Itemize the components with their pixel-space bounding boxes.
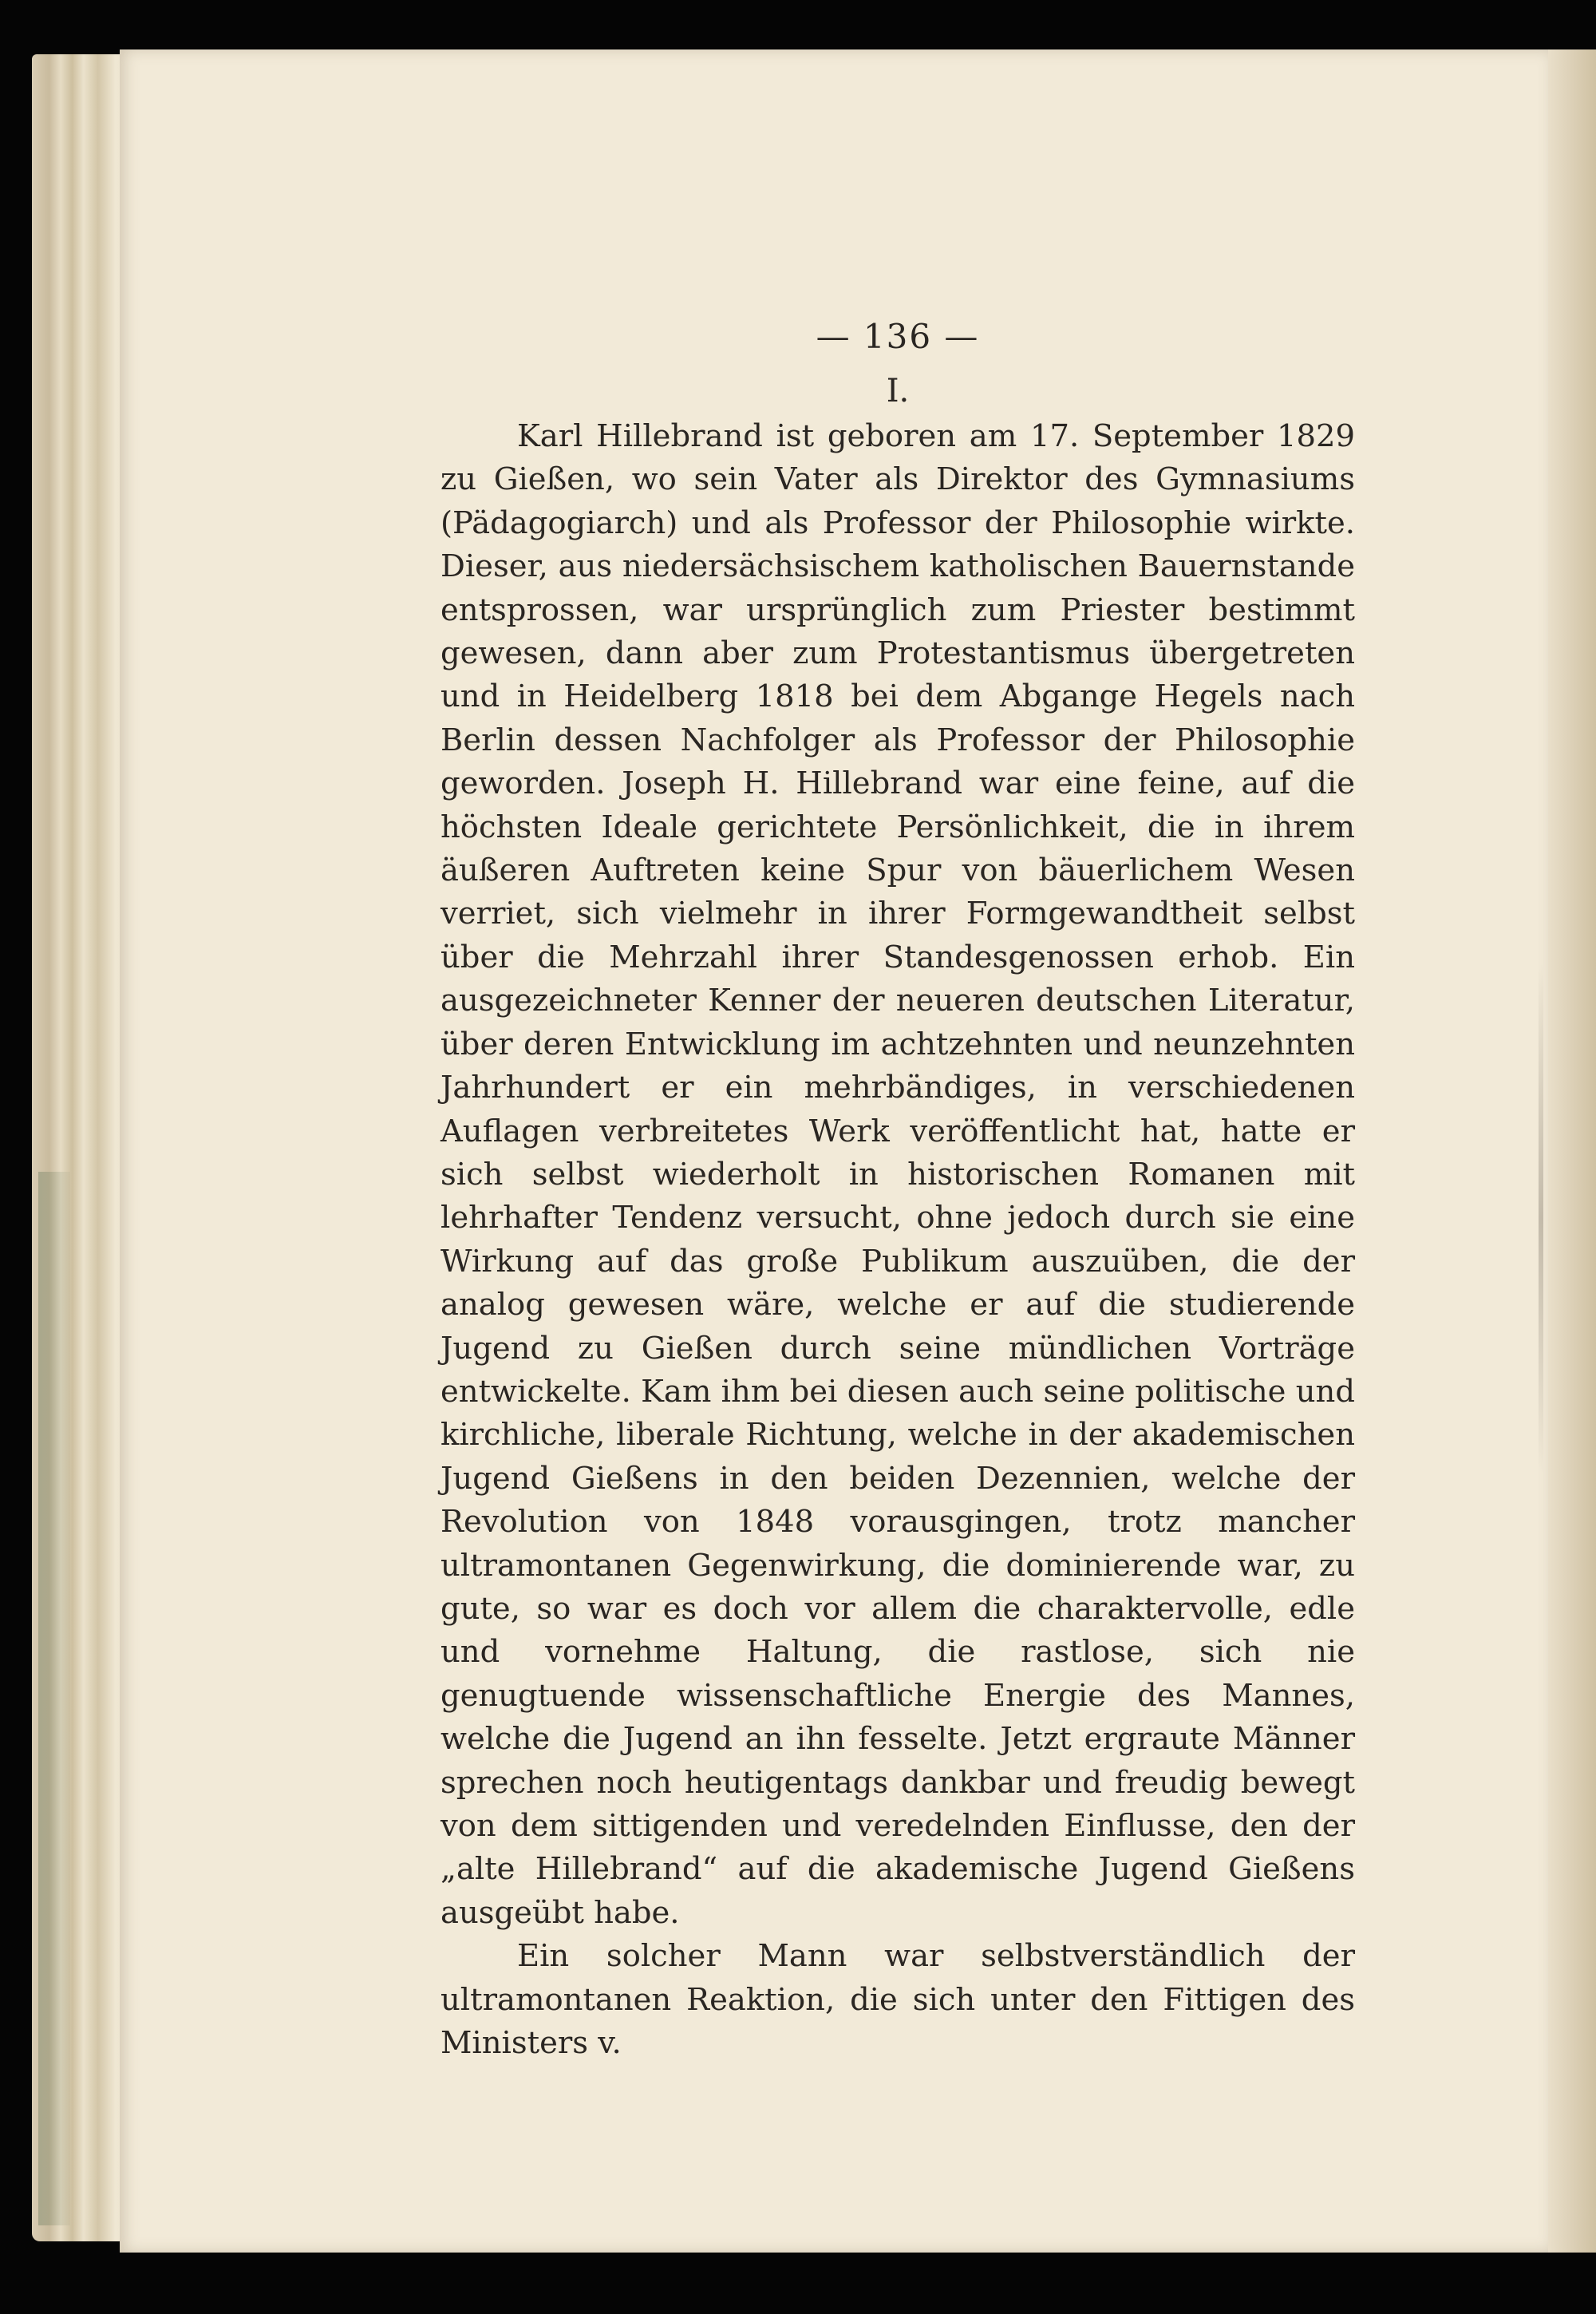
page-gutter xyxy=(1548,49,1596,2253)
margin-mark xyxy=(1539,963,1543,1473)
paragraph-2: Ein solcher Mann war selbstverständlich der ultramontanen Reaktion, die sich unter den Fittigen des Ministers v. xyxy=(440,1938,1355,2062)
paragraph-1: Karl Hillebrand ist geboren am 17. September 1829 zu Gießen, wo sein Vater als Direktor des Gymnasiums (Pädagogiarch) und als Professor der Philosophie wirkte. Dieser, aus niedersächsischem katholischen Bauernstande entsprossen, war ursprünglich zum Priester bestimmt gewesen, dann aber zum Protestantismus übergetreten und in Heidelberg 1818 bei dem Abgange Hegels nach Berlin dessen Nachfolger als Professor der Philosophie geworden. Joseph H. Hillebrand war eine feine, auf die höchsten Ideale gerichtete Persönlichkeit, die in ihrem äußeren Auftreten keine Spur von bäuerlichem Wesen verriet, sich vielmehr in ihrer Formgewandtheit selbst über die Mehrzahl ihrer Standesgenossen erhob. Ein ausgezeichneter Kenner der neueren deutschen Literatur, über deren Entwicklung im achtzehnten und neunzehnten Jahrhundert er ein mehrbändiges, in verschiedenen Auflagen verbreitetes Werk veröffentlicht hat, hatte er sich selbst wiederholt in historischen Romanen mit lehrhafter Tendenz versucht, ohne jedoch durch sie eine Wirkung auf das große Publikum auszuüben, die der analog gewesen wäre, welche er auf die studierende Jugend zu Gießen durch seine mündlichen Vorträge entwickelte. Kam ihm bei diesen auch seine politische und kirchliche, liberale Richtung, welche in der akademischen Jugend Gießens in den beiden Dezennien, welche der Revolution von 1848 vorausgingen, trotz mancher ultramontanen Gegenwirkung, die dominierende war, zu gute, so war es doch vor allem die charaktervolle, edle und vornehme Haltung, die rastlose, sich nie genugtuende wissenschaftliche Energie des Mannes, welche die Jugend an ihn fesselte. Jetzt ergraute Männer sprechen noch heutigentags dankbar und freudig bewegt von dem sittigenden und veredelnden Einflusse, den der „alte Hillebrand“ auf die akademische Jugend Gießens ausgeübt habe. xyxy=(440,418,1355,1931)
page-number: — 136 — xyxy=(816,317,980,356)
section-heading: I. xyxy=(886,373,910,409)
text-block xyxy=(440,313,1355,2065)
